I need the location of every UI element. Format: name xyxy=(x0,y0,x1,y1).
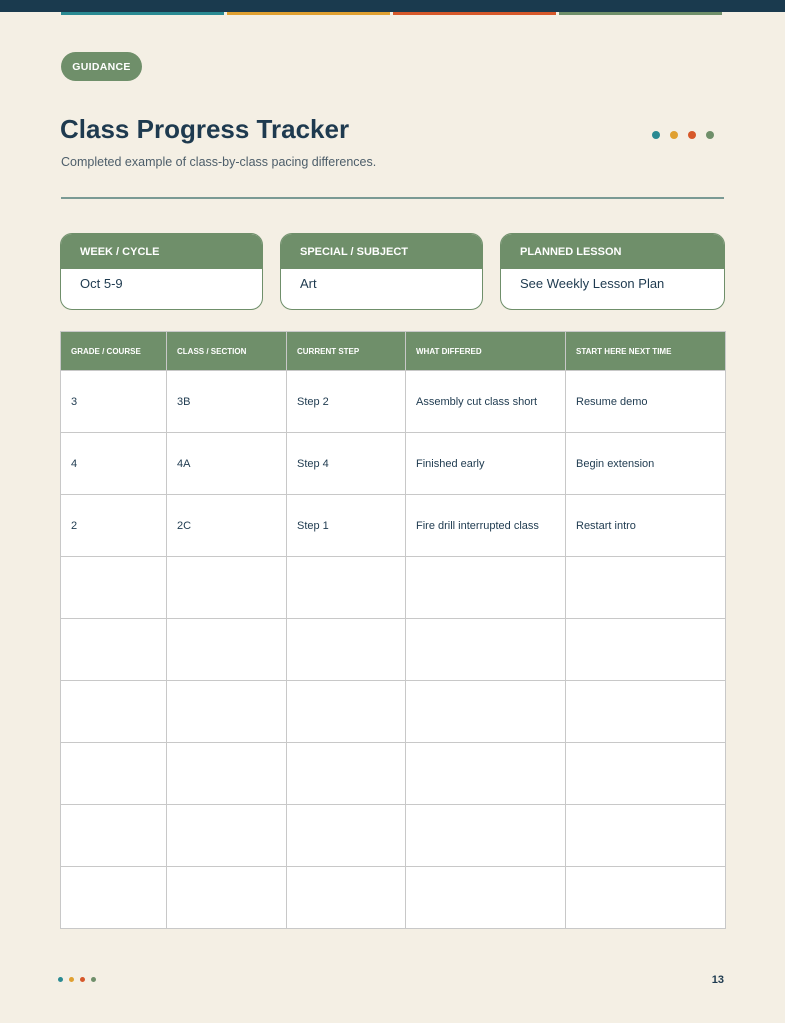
teal-dot-icon xyxy=(652,131,660,139)
card-value[interactable]: See Weekly Lesson Plan xyxy=(520,276,665,291)
cell-differed[interactable] xyxy=(406,557,566,619)
cell-class[interactable]: 3B xyxy=(167,371,287,433)
card-label: SPECIAL / SUBJECT xyxy=(281,234,482,269)
table-header-row xyxy=(61,332,726,371)
gold-dot-icon xyxy=(69,977,74,982)
sage-dot-icon xyxy=(706,131,714,139)
cell-step[interactable] xyxy=(287,867,406,929)
footer-dots xyxy=(58,977,96,982)
cell-step[interactable]: Step 2 xyxy=(287,371,406,433)
special-subject-card xyxy=(280,233,483,310)
card-value[interactable]: Oct 5-9 xyxy=(80,276,123,291)
planned-lesson-card xyxy=(500,233,725,310)
top-bar xyxy=(0,0,785,12)
cell-differed[interactable]: Finished early xyxy=(406,433,566,495)
cell-grade[interactable] xyxy=(61,743,167,805)
table-row xyxy=(61,557,726,619)
table-row xyxy=(61,433,726,495)
card-label: WEEK / CYCLE xyxy=(61,234,262,269)
cell-step[interactable]: Step 1 xyxy=(287,495,406,557)
accent-stripe-teal xyxy=(61,12,224,15)
cell-differed[interactable] xyxy=(406,681,566,743)
week-cycle-card xyxy=(60,233,263,310)
progress-table xyxy=(60,331,726,929)
cell-class[interactable] xyxy=(167,867,287,929)
cell-step[interactable]: Step 4 xyxy=(287,433,406,495)
page-subtitle: Completed example of class-by-class pacing differences. xyxy=(61,155,377,169)
cell-next-time[interactable] xyxy=(566,681,726,743)
page-number: 13 xyxy=(711,974,724,986)
cell-class[interactable]: 2C xyxy=(167,495,287,557)
table-row xyxy=(61,805,726,867)
cell-next-time[interactable] xyxy=(566,557,726,619)
cell-differed[interactable] xyxy=(406,619,566,681)
cell-grade[interactable] xyxy=(61,681,167,743)
orange-dot-icon xyxy=(80,977,85,982)
sage-dot-icon xyxy=(91,977,96,982)
cell-class[interactable] xyxy=(167,681,287,743)
cell-step[interactable] xyxy=(287,743,406,805)
cell-next-time[interactable] xyxy=(566,805,726,867)
cell-next-time[interactable]: Restart intro xyxy=(566,495,726,557)
cell-differed[interactable]: Fire drill interrupted class xyxy=(406,495,566,557)
cell-grade[interactable] xyxy=(61,557,167,619)
cell-class[interactable] xyxy=(167,557,287,619)
cell-grade[interactable]: 4 xyxy=(61,433,167,495)
decorative-dots xyxy=(652,131,714,139)
table-row xyxy=(61,743,726,805)
header-start-next-time: START HERE NEXT TIME xyxy=(566,332,726,371)
gold-dot-icon xyxy=(670,131,678,139)
cell-grade[interactable] xyxy=(61,867,167,929)
cell-step[interactable] xyxy=(287,619,406,681)
cell-next-time[interactable]: Begin extension xyxy=(566,433,726,495)
cell-next-time[interactable] xyxy=(566,867,726,929)
cell-next-time[interactable]: Resume demo xyxy=(566,371,726,433)
accent-stripe-sage xyxy=(559,12,722,15)
cell-class[interactable] xyxy=(167,743,287,805)
orange-dot-icon xyxy=(688,131,696,139)
table-row xyxy=(61,867,726,929)
cell-differed[interactable] xyxy=(406,805,566,867)
cell-step[interactable] xyxy=(287,557,406,619)
header-class-section: CLASS / SECTION xyxy=(167,332,287,371)
table-row xyxy=(61,495,726,557)
accent-stripe-orange xyxy=(393,12,556,15)
card-value[interactable]: Art xyxy=(300,276,317,291)
guidance-badge: GUIDANCE xyxy=(61,52,142,81)
cell-differed[interactable] xyxy=(406,867,566,929)
table-row xyxy=(61,371,726,433)
cell-grade[interactable] xyxy=(61,619,167,681)
cell-grade[interactable]: 2 xyxy=(61,495,167,557)
cell-class[interactable]: 4A xyxy=(167,433,287,495)
cell-step[interactable] xyxy=(287,805,406,867)
cell-differed[interactable] xyxy=(406,743,566,805)
header-current-step: CURRENT STEP xyxy=(287,332,406,371)
teal-dot-icon xyxy=(58,977,63,982)
cell-class[interactable] xyxy=(167,805,287,867)
section-divider xyxy=(61,197,724,199)
cell-next-time[interactable] xyxy=(566,619,726,681)
table-row xyxy=(61,681,726,743)
cell-next-time[interactable] xyxy=(566,743,726,805)
cell-differed[interactable]: Assembly cut class short xyxy=(406,371,566,433)
accent-stripe-gold xyxy=(227,12,390,15)
cell-class[interactable] xyxy=(167,619,287,681)
header-grade-course: GRADE / COURSE xyxy=(61,332,167,371)
cell-step[interactable] xyxy=(287,681,406,743)
cell-grade[interactable] xyxy=(61,805,167,867)
card-label: PLANNED LESSON xyxy=(501,234,724,269)
page-title: Class Progress Tracker xyxy=(60,114,350,144)
header-what-differed: WHAT DIFFERED xyxy=(406,332,566,371)
table-row xyxy=(61,619,726,681)
cell-grade[interactable]: 3 xyxy=(61,371,167,433)
